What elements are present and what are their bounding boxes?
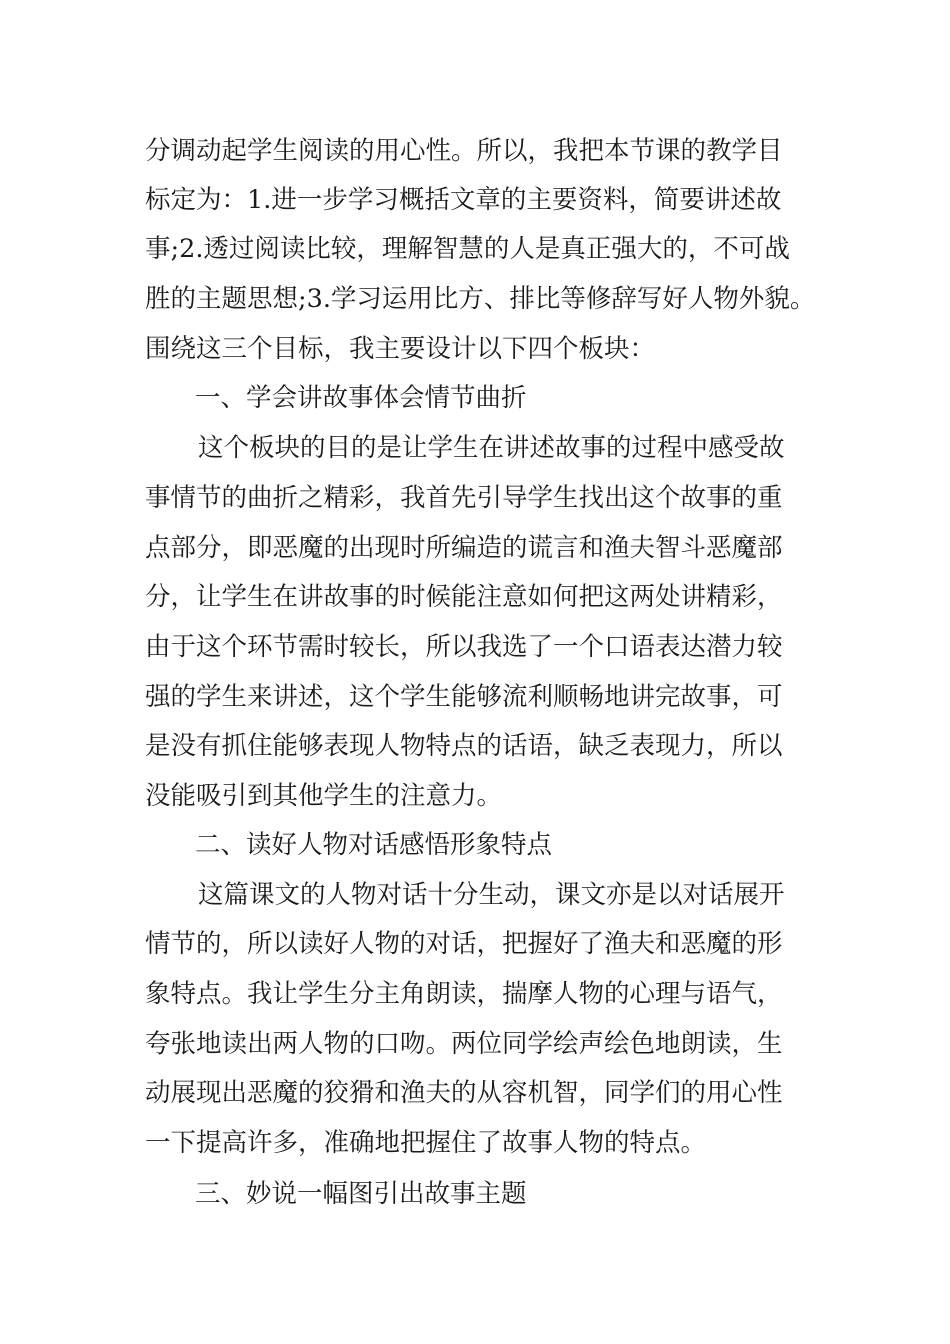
body-line: 一下提高许多，准确地把握住了故事人物的特点。: [145, 1128, 707, 1158]
body-line: 胜的主题思想;3.学习运用比方、排比等修辞写好人物外貌。: [145, 284, 816, 314]
section-heading-2: 二、读好人物对话感悟形象特点: [195, 830, 553, 860]
body-line: 分调动起学生阅读的用心性。所以，我把本节课的教学目: [145, 136, 783, 166]
body-line: 由于这个环节需时较长，所以我选了一个口语表达潜力较: [145, 632, 783, 662]
paragraph-first-line: 这个板块的目的是让学生在讲述故事的过程中感受故: [198, 433, 785, 463]
body-line: 标定为：1.进一步学习概括文章的主要资料，简要讲述故: [145, 185, 782, 215]
body-line: 围绕这三个目标，我主要设计以下四个板块：: [145, 334, 656, 364]
body-line: 分，让学生在讲故事的时候能注意如何把这两处讲精彩，: [145, 582, 783, 612]
section-heading-1: 一、学会讲故事体会情节曲折: [195, 383, 527, 413]
body-line: 动展现出恶魔的狡猾和渔夫的从容机智，同学们的用心性: [145, 1078, 783, 1108]
body-line: 事;2.透过阅读比较，理解智慧的人是真正强大的，不可战: [145, 234, 790, 264]
body-line: 象特点。我让学生分主角朗读，揣摩人物的心理与语气，: [145, 979, 783, 1009]
body-line: 点部分，即恶魔的出现时所编造的谎言和渔夫智斗恶魔部: [145, 533, 783, 563]
body-line: 夸张地读出两人物的口吻。两位同学绘声绘色地朗读，生: [145, 1029, 783, 1059]
paragraph-first-line: 这篇课文的人物对话十分生动，课文亦是以对话展开: [198, 880, 785, 910]
body-line: 事情节的曲折之精彩，我首先引导学生找出这个故事的重: [145, 483, 783, 513]
body-line: 情节的，所以读好人物的对话，把握好了渔夫和恶魔的形: [145, 929, 783, 959]
section-heading-3: 三、妙说一幅图引出故事主题: [195, 1179, 527, 1209]
body-line: 是没有抓住能够表现人物特点的话语，缺乏表现力，所以: [145, 731, 783, 761]
body-line: 没能吸引到其他学生的注意力。: [145, 781, 503, 811]
body-line: 强的学生来讲述，这个学生能够流利顺畅地讲完故事，可: [145, 682, 783, 712]
